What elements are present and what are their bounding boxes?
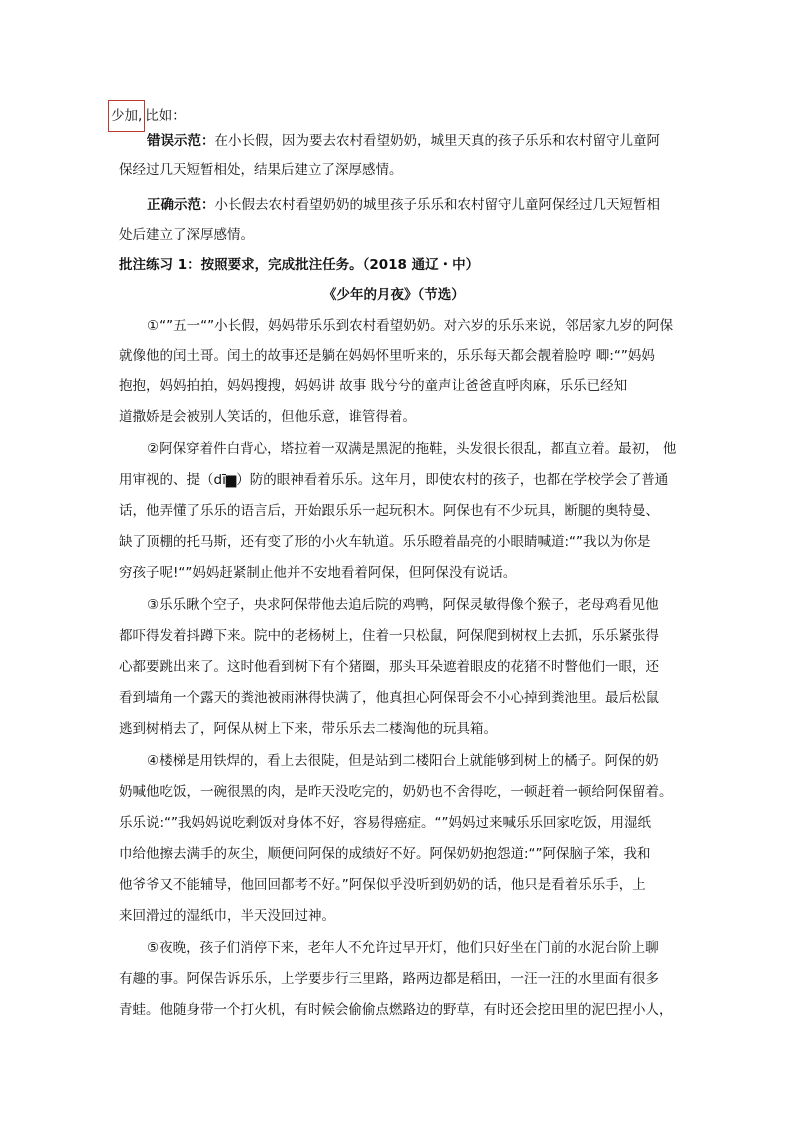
p5-line: 青蛙。他随身带一个打火机，有时候会偷偷点燃路边的野草，有时还会挖田里的泥巴捏小人， — [119, 1002, 673, 1018]
p4-line: 来回滑过的湿纸巾，半天没回过神。 — [119, 908, 335, 924]
intro-rest: 比如： — [145, 108, 186, 124]
right-example-line-1 — [147, 196, 660, 214]
p3-line: 都吓得发着抖蹲下来。院中的老杨树上，住着一只松鼠，阿保爬到树杈上去抓，乐乐紧张得 — [119, 628, 659, 644]
wrong-example-line-1 — [147, 132, 660, 150]
boxed-annotation: 少加, — [108, 100, 145, 132]
p5-line: 有趣的事。阿保告诉乐乐，上学要步行三里路，路两边都是稻田，一汪一汪的水里面有很多 — [119, 971, 659, 987]
p2-line: ②阿保穿着件白背心，塔拉着一双满是黑泥的拖鞋，头发很长很乱，都直立着。最初， 他 — [147, 441, 677, 457]
p3-line: 看到墙角一个露天的粪池被雨淋得快满了，他真担心阿保哥会不小心掉到粪池里。最后松鼠 — [119, 690, 659, 706]
story-title: 《少年的月夜》（节选） — [323, 287, 465, 303]
p3-line: 心都要跳出来了。这时他看到树下有个猪圈，那头耳朵遮着眼皮的花猪不时瞥他们一眼，还 — [119, 659, 659, 675]
p4-line: 奶喊他吃饭，一碗很黑的肉，是昨天没吃完的，奶奶也不舍得吃，一顿赶着一顿给阿保留着。 — [119, 784, 673, 800]
exercise-heading: 批注练习 1：按照要求，完成批注任务。（2018 通辽・中） — [119, 257, 480, 273]
p4-line: ④楼梯是用铁焊的，看上去很陡，但是站到二楼阳台上就能够到树上的橘子。阿保的奶 — [147, 753, 659, 769]
p1-line: 道撒娇是会被别人笑话的，但他乐意，谁管得着。 — [119, 409, 416, 425]
wrong-example-line-2: 保经过几天短暂相处，结果后建立了深厚感情。 — [119, 162, 403, 178]
p2-line: 话，他弄懂了乐乐的语言后，开始跟乐乐一起玩积木。阿保也有不少玩具，断腿的奥特曼、 — [119, 503, 659, 519]
p2-line: 缺了顶棚的托马斯，还有变了形的小火车轨道。乐乐瞪着晶亮的小眼睛喊道:“”我以为你是 — [119, 534, 651, 550]
p4-line: 巾给他擦去满手的灰尘，顺便问阿保的成绩好不好。阿保奶奶抱怨道:“”阿保脑子笨，我和 — [119, 846, 651, 862]
p2-line: 用审视的、提（dī▆）防的眼神看着乐乐。这年月，即使农村的孩子，也都在学校学会了普通 — [119, 472, 669, 488]
p2-line: 穷孩子呢!“”妈妈赶紧制止他并不安地看着阿保，但阿保没有说话。 — [119, 565, 517, 581]
p5-line: ⑤夜晚，孩子们消停下来，老年人不允许过早开灯，他们只好坐在门前的水泥台阶上聊 — [147, 940, 659, 956]
p4-line: 乐乐说:“”我妈妈说吃剩饭对身体不好，容易得癌症。“”妈妈过来喊乐乐回家吃饭，用湿纸 — [119, 815, 652, 831]
intro-line — [110, 100, 186, 132]
wrong-example-label: 错误示范： — [147, 133, 215, 149]
right-example-text-1: 小长假去农村看望奶奶的城里孩子乐乐和农村留守儿童阿保经过几天短暂相 — [214, 197, 660, 213]
right-example-line-2: 处后建立了深厚感情。 — [119, 227, 254, 243]
p3-line: ③乐乐瞅个空子，央求阿保带他去追后院的鸡鸭，阿保灵敏得像个猴子，老母鸡看见他 — [147, 597, 659, 613]
p1-line: ①“”五一“”小长假，妈妈带乐乐到农村看望奶奶。对六岁的乐乐来说，邻居家九岁的阿保 — [147, 318, 674, 334]
p1-line: 就像他的闰土哥。闰土的故事还是躺在妈妈怀里听来的，乐乐每天都会靓着脸哼 唧:“”妈妈 — [119, 348, 655, 364]
right-example-label: 正确示范： — [147, 197, 215, 213]
wrong-example-text-1: 在小长假，因为要去农村看望奶奶，城里天真的孩子乐乐和农村留守儿童阿 — [214, 133, 660, 149]
p1-line: 抱抱，妈妈拍拍，妈妈搜搜，妈妈讲 故事 戝兮兮的童声让爸爸直呼肉麻，乐乐已经知 — [119, 378, 628, 394]
p4-line: 他爷爷又不能辅导，他回回都考不好。”阿保似乎没听到奶奶的话，他只是看着乐乐手，上 — [119, 877, 646, 893]
p3-line: 逃到树梢去了，阿保从树上下来，带乐乐去二楼淘他的玩具箱。 — [119, 721, 497, 737]
